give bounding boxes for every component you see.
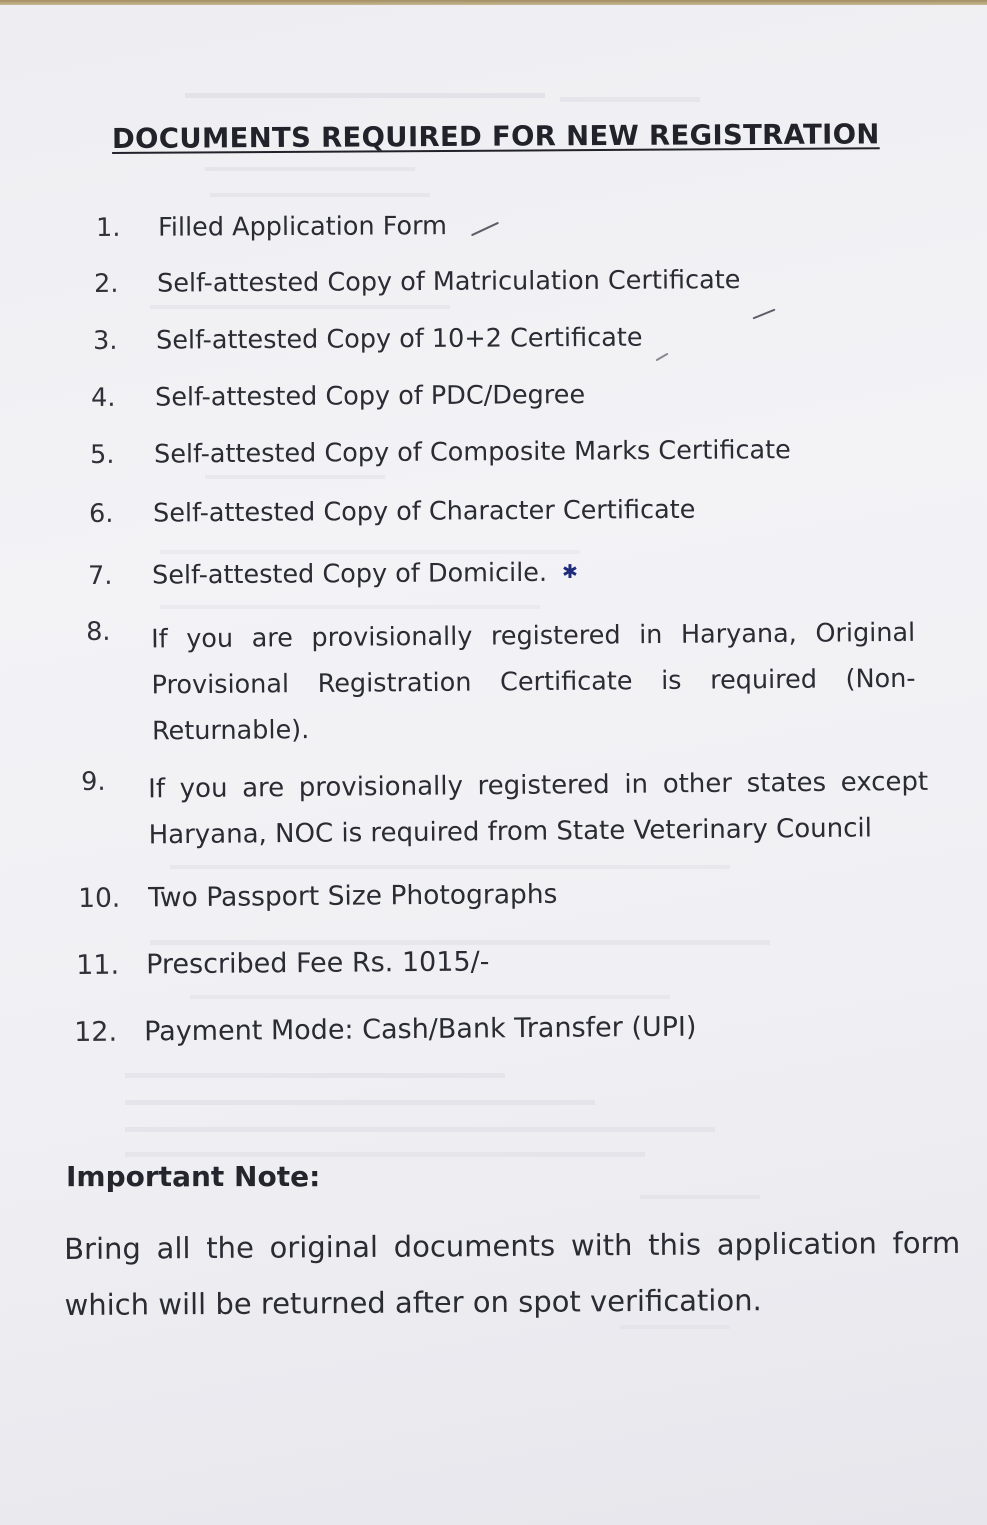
item-text: If you are provisionally registered in Haryana, Original Provisional Registration Certificate is required (Non-Returnable). <box>151 617 916 747</box>
important-note-heading: Important Note: <box>66 1160 321 1193</box>
asterisk-pen-mark: ✱ <box>562 561 578 583</box>
item-number: 11. <box>76 949 120 981</box>
item-text: Payment Mode: Cash/Bank Transfer (UPI) <box>143 1011 697 1048</box>
item-text: Self-attested Copy of Character Certificate <box>152 494 696 529</box>
item-number: 4. <box>91 382 116 413</box>
item-text: Self-attested Copy of PDC/Degree <box>154 379 586 413</box>
item-number: 1. <box>96 212 121 243</box>
item-text: Self-attested Copy of 10+2 Certificate <box>155 322 643 356</box>
item-number: 7. <box>88 560 113 591</box>
item-text: Self-attested Copy of Matriculation Certificate <box>156 265 741 299</box>
document-page <box>0 5 987 1525</box>
item-text: Self-attested Copy of Domicile. <box>151 557 548 591</box>
item-text: Self-attested Copy of Composite Marks Certificate <box>153 435 791 470</box>
item-number: 10. <box>78 882 121 914</box>
item-number: 5. <box>90 439 115 470</box>
item-text: Two Passport Size Photographs <box>147 878 558 914</box>
item-number: 3. <box>93 325 118 356</box>
pen-tick-mark <box>471 222 499 236</box>
item-text: Prescribed Fee Rs. 1015/- <box>145 946 490 981</box>
item-number: 8. <box>86 616 111 647</box>
document-title: DOCUMENTS REQUIRED FOR NEW REGISTRATION <box>111 118 880 155</box>
item-text: If you are provisionally registered in other states except Haryana, NOC is required from State Veterinary Council <box>148 766 929 851</box>
item-number: 9. <box>81 766 106 797</box>
important-note-text: Bring all the original documents with this application form which will be returned after on spot verification. <box>64 1225 961 1322</box>
item-text: Filled Application Form <box>157 211 448 243</box>
item-number: 6. <box>89 498 114 529</box>
item-number: 2. <box>94 268 119 299</box>
pen-tick-mark <box>655 353 668 362</box>
item-number: 12. <box>74 1016 118 1048</box>
pen-tick-mark <box>752 309 775 320</box>
